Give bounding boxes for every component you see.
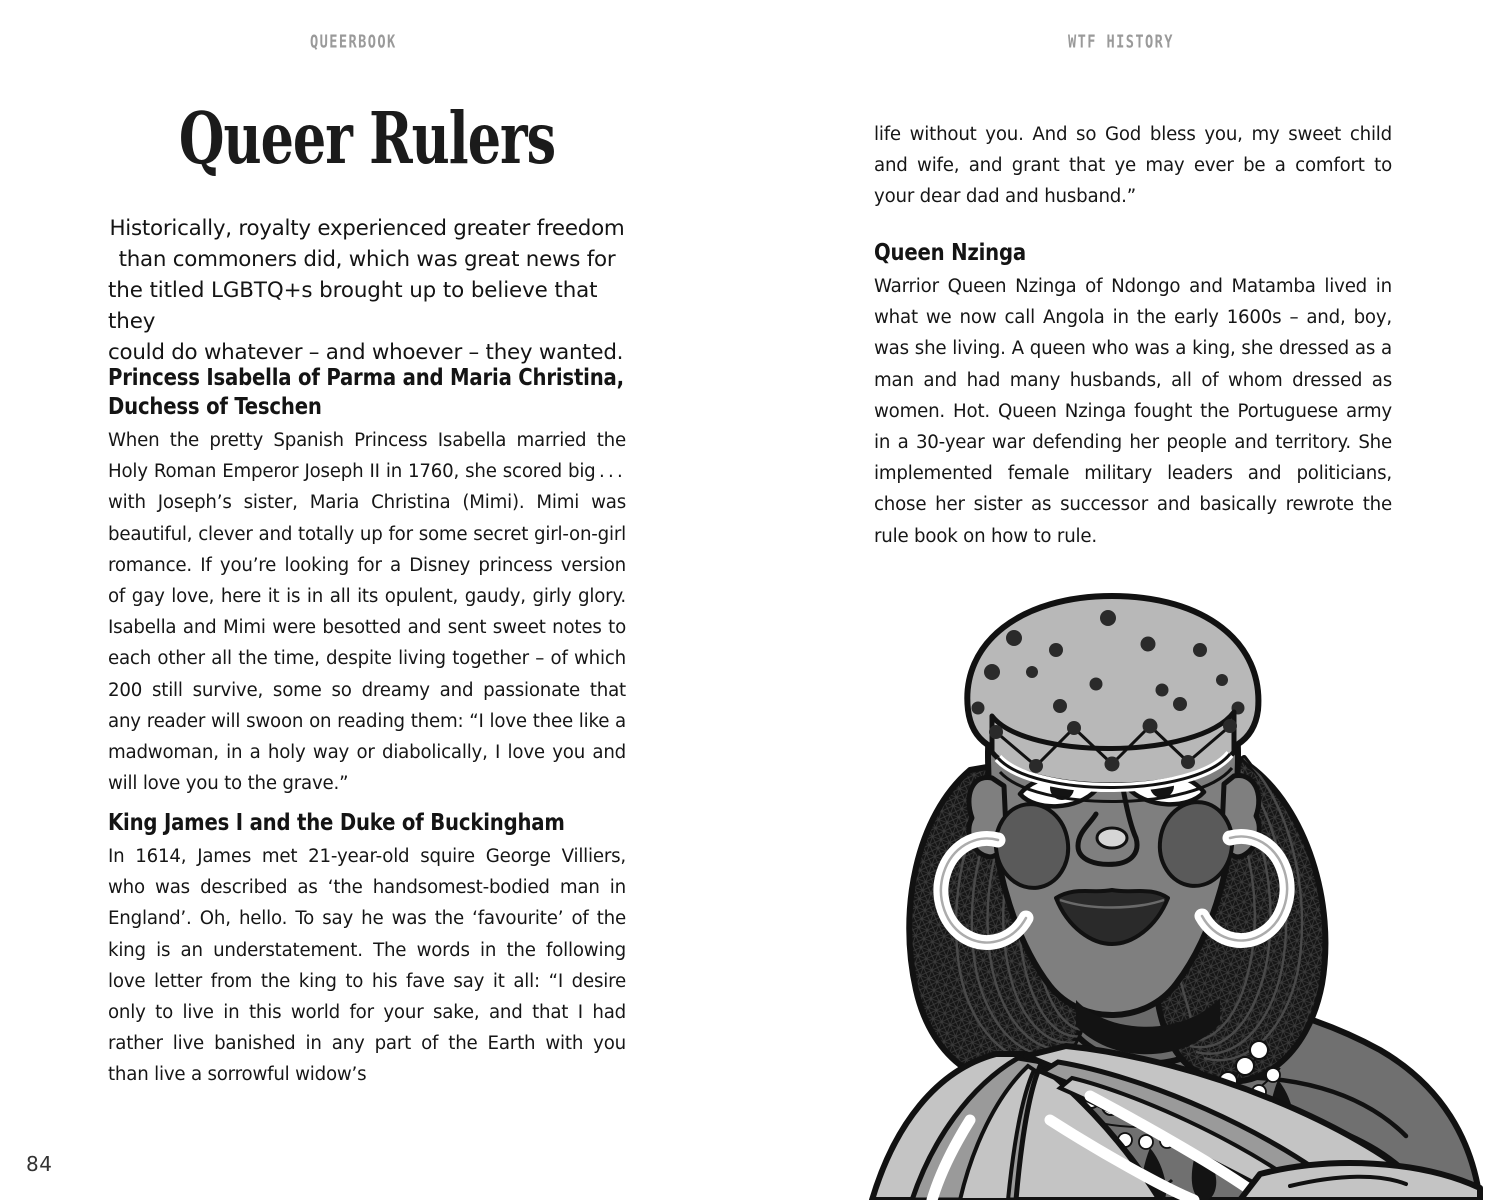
nose-stud-icon xyxy=(1097,828,1127,848)
continued-text-block xyxy=(874,119,1392,231)
section-heading-king-james: King James I and the Duke of Buckingham xyxy=(108,808,565,836)
section-king-james xyxy=(108,808,626,1091)
section-heading-isabella: Princess Isabella of Parma and Maria Christina, Duchess of Teschen xyxy=(108,363,624,420)
page-number: 84 xyxy=(26,1152,53,1176)
lede-paragraph xyxy=(108,213,626,368)
running-head-left: QUEERBOOK xyxy=(310,31,397,53)
lede-line-2: than commoners did, which was great news for xyxy=(118,247,616,272)
headdress xyxy=(967,596,1258,802)
running-head-right: WTF HISTORY xyxy=(1068,31,1174,53)
section-body-queen-nzinga: Warrior Queen Nzinga of Ndongo and Matamba lived in what we now call Angola in the early 1600s – and, boy, was she living. A queen who was a king, she dressed as a man and had many husbands, all of whom dressed as women. Hot. Queen Nzinga fought the Portuguese army in a 30-year war defending her people and territory. She implemented female military leaders and politicians, chose her sister as successor and basically rewrote the rule book on how to rule. xyxy=(874,276,1392,547)
section-body-king-james: In 1614, James met 21-year-old squire George Villiers, who was described as ‘the handsomest-bodied man in England’. Oh, hello. To say he was the ‘favourite’ of the king is an understatement. The words in the following love letter from the king to his fave say it all: “I desire only to live in this world for your sake, and that I had rather live banished in any part of the Earth with you than live a sorrowful widow’s xyxy=(108,846,626,1086)
illustration-queen-nzinga xyxy=(820,580,1500,1200)
section-isabella xyxy=(108,363,626,817)
queen-nzinga-svg xyxy=(820,580,1500,1200)
lede-line-1: Historically, royalty experienced greater freedom xyxy=(109,216,625,241)
section-body-isabella: When the pretty Spanish Princess Isabella married the Holy Roman Emperor Joseph II in 1760, she scored big . . . with Joseph’s sister, Maria Christina (Mimi). Mimi was beautiful, clever and totally up for some secret girl-on-girl romance. If you’re looking for a Disney princess version of gay love, here it is in all its opulent, gaudy, girly glory. Isabella and Mimi were besotted and sent sweet notes to each other all the time, despite living together – of which 200 still survive, some so dreamy and passionate that any reader will swoon on reading them: “I love thee like a madwoman, in a holy way or diabolically, I love you and will love you to the grave.” xyxy=(108,430,626,795)
continued-paragraph: life without you. And so God bless you, my sweet child and wife, and grant that ye may ever be a comfort to your dear dad and husband.” xyxy=(874,124,1392,208)
section-heading-queen-nzinga: Queen Nzinga xyxy=(874,238,1026,266)
section-queen-nzinga xyxy=(874,238,1392,552)
page-title: Queer Rulers xyxy=(178,98,556,181)
lede-line-4: could do whatever – and whoever – they wanted. xyxy=(108,340,624,365)
lede-line-3: the titled LGBTQ+s brought up to believe that they xyxy=(108,278,598,334)
